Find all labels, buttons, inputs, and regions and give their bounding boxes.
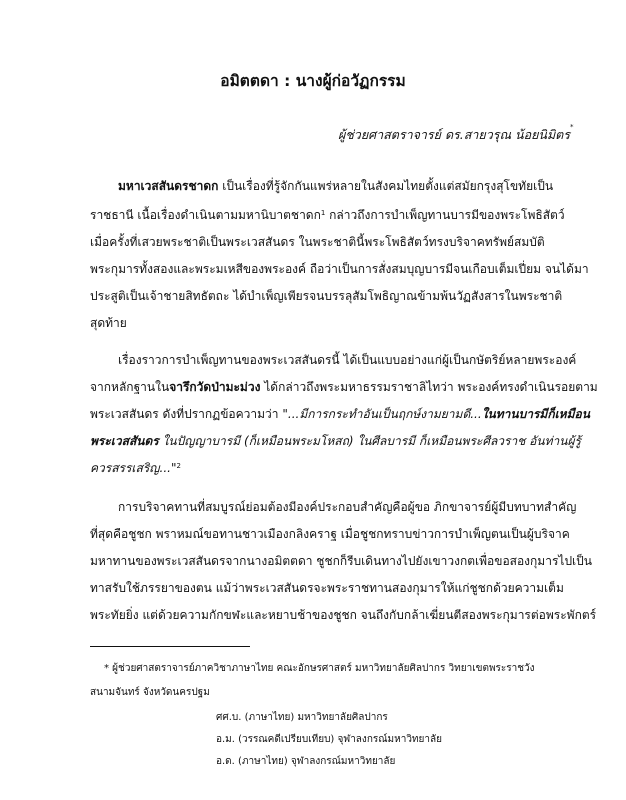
author-name: ผู้ช่วยศาสตราจารย์ ดร.สายวรุณ น้อยนิมิตร — [338, 127, 571, 142]
paragraph-3-line-3: มหาทานของพระเวสสันดรจากนางอมิตตดา ชูชกก็รีบเดินทางไปยังเขาวงกตเพื่อขอสองกุมารไปเป็น — [90, 554, 592, 568]
paragraph-2-text: ได้กล่าวถึงพระมหาธรรมราชาลิไทว่า พระองค์ทรงดำเนินรอยตาม — [260, 380, 598, 394]
footnote-line-3: ศศ.บ. (ภาษาไทย) มหาวิทยาลัยศิลปากร — [216, 712, 388, 723]
paragraph-1-line-2 — [90, 207, 565, 223]
paragraph-3-line-4: ทาสรับใช้ภรรยาของตน แม้ว่าพระเวสสันดรจะพระราชทานสองกุมารให้แก่ชูชกด้วยความเต็ม — [90, 581, 564, 595]
paragraph-2-line-4 — [90, 433, 581, 449]
paragraph-1-line-6: สุดท้าย — [90, 316, 127, 330]
paragraph-2-line-5 — [90, 460, 181, 476]
paragraph-1-line-3: เมื่อครั้งที่เสวยพระชาติเป็นพระเวสสันดร ในพระชาตินี้พระโพธิสัตว์ทรงบริจาคทรัพย์สมบัติ — [90, 235, 545, 249]
paragraph-3-line-5: พระทัยยิ่ง แต่ด้วยความกักขฬะและหยาบช้าของชูชก จนถึงกับกล้าเฆี่ยนตีสองพระกุมารต่อพระพักตร์ — [90, 608, 597, 622]
quotation-text: ในปัญญาบารมี (ก็เหมือนพระมโหสถ) ในศีลบารมี ก็เหมือนพระศีลวราช อันท่านผู้รู้ — [158, 434, 581, 448]
footnote-line-5: อ.ด. (ภาษาไทย) จุฬาลงกรณ์มหาวิทยาลัย — [216, 756, 396, 767]
author-line — [338, 125, 574, 145]
page-title: อมิตตดา : นางผู้ก่อวัฏกรรม — [220, 72, 406, 90]
paragraph-3-line-2: ที่สุดคือชูชก พราหมณ์ขอทานชาวเมืองกลิงคราฐ เมื่อชูชกทราบข่าวการบำเพ็ญตนเป็นผู้บริจาค — [90, 527, 570, 541]
paragraph-1-line-4: พระกุมารทั้งสองและพระมเหสีของพระองค์ ถือว่าเป็นการสั่งสมบุญบารมีจนเกือบเต็มเปี่ยม จนได้มา — [90, 262, 589, 276]
paragraph-3-line-1: การบริจาคทานที่สมบูรณ์ย่อมต้องมีองค์ประกอบสำคัญคือผู้ขอ ภิกขาจารย์ผู้มีบทบาทสำคัญ — [118, 500, 577, 514]
author-footnote-mark: * — [570, 123, 574, 131]
footnote-ref-1: 1 — [320, 209, 326, 217]
paragraph-2-line-3 — [90, 406, 590, 422]
quotation-text: ควรสรรเสริญ..." — [90, 461, 177, 475]
quotation-text: "...มีการกระทำอันเป็นฤกษ์งามยามดี... — [282, 407, 482, 421]
footnote-line-1: * ผู้ช่วยศาสตราจารย์ภาควิชาภาษาไทย คณะอักษรศาสตร์ มหาวิทยาลัยศิลปากร วิทยาเขตพระราชวัง — [104, 663, 535, 674]
paragraph-1-line-5: ประสูติเป็นเจ้าชายสิทธัตถะ ได้บำเพ็ญเพียรจนบรรลุสัมโพธิญาณข้ามพ้นวัฏสังสารในพระชาติ — [90, 289, 563, 303]
paragraph-1-text: กล่าวถึงการบำเพ็ญทานบารมีของพระโพธิสัตว์ — [325, 208, 565, 222]
inscription-name: จารึกวัดป่ามะม่วง — [169, 380, 261, 394]
footnote-line-2: สนามจันทร์ จังหวัดนครปฐม — [90, 687, 210, 698]
quotation-emphasis: ในทานบารมีก็เหมือน — [481, 407, 590, 421]
quotation-emphasis: พระเวสสันดร — [90, 434, 159, 448]
paragraph-1-text: เป็นเรื่องที่รู้จักกันแพร่หลายในสังคมไทยตั้งแต่สมัยกรุงสุโขทัยเป็น — [218, 179, 554, 193]
paragraph-2-text: จากหลักฐานใน — [90, 380, 170, 394]
work-title: มหาเวสสันดรชาดก — [118, 179, 219, 193]
footnote-ref-2: 2 — [176, 462, 181, 470]
paragraph-1-line-1 — [118, 178, 553, 194]
footnote-divider — [90, 646, 250, 647]
footnote-line-4: อ.ม. (วรรณคดีเปรียบเทียบ) จุฬาลงกรณ์มหาวิทยาลัย — [216, 734, 442, 745]
paragraph-2-line-1: เรื่องราวการบำเพ็ญทานของพระเวสสันดรนี้ ได้เป็นแบบอย่างแก่ผู้เป็นกษัตริย์หลายพระองค์ — [118, 353, 577, 367]
paragraph-1-text: ราชธานี เนื้อเรื่องดำเนินตามมหานิบาตชาดก — [90, 208, 321, 222]
paragraph-2-text: พระเวสสันดร ดังที่ปรากฏข้อความว่า — [90, 407, 283, 421]
paragraph-2-line-2 — [90, 379, 598, 395]
